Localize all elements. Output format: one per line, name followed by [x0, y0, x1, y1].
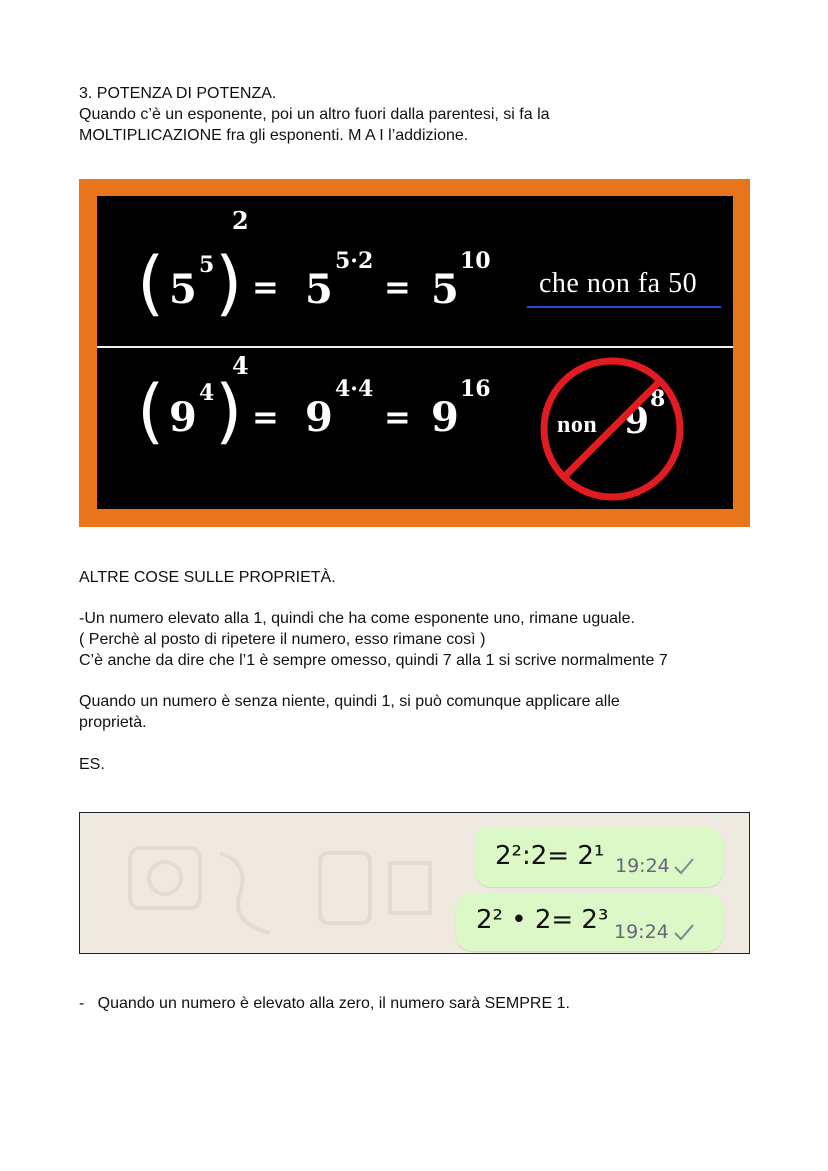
row2-mid-base: 9	[305, 394, 333, 441]
left-paren: (	[137, 370, 165, 452]
wallpaper-doodle-icon	[110, 833, 290, 943]
wrong-answer-text: non	[557, 412, 598, 438]
equals-sign: =	[252, 268, 279, 306]
row1-outer-exponent: 2	[232, 206, 249, 235]
wrong-answer-base: 9	[624, 400, 650, 442]
equals-sign: =	[384, 268, 411, 306]
board-divider	[97, 346, 733, 348]
section-title: 3. POTENZA DI POTENZA.	[79, 85, 277, 102]
row1-note: che non fa 50	[539, 268, 698, 299]
message-text: 2² • 2= 2³	[476, 905, 609, 935]
right-paren: )	[215, 370, 243, 452]
wallpaper-doodle-icon	[310, 843, 470, 943]
prohibition-icon	[537, 354, 687, 504]
message-text: 2²:2= 2¹	[495, 841, 605, 871]
paragraph-line: -Un numero elevato alla 1, quindi che ha come esponente uno, rimane uguale.	[79, 610, 635, 627]
row2-inner-exponent: 4	[199, 380, 215, 406]
paragraph-no-exponent	[79, 691, 620, 733]
paragraph-line: Quando un numero è senza niente, quindi 1, si può comunque applicare alle	[79, 693, 620, 710]
row1-mid-base: 5	[305, 266, 333, 313]
message-time: 19:24	[615, 855, 670, 877]
wrong-answer-exponent: 8	[650, 386, 666, 412]
left-paren: (	[137, 242, 165, 324]
paragraph-line: proprietà.	[79, 714, 147, 731]
message-time: 19:24	[614, 921, 669, 943]
row2-result-exponent: 16	[460, 376, 491, 402]
sent-check-icon	[673, 857, 695, 875]
blackboard	[97, 196, 733, 509]
chat-message[interactable]	[456, 893, 723, 951]
row1-base: 5	[169, 266, 197, 313]
section-title: ALTRE COSE SULLE PROPRIETÀ.	[79, 569, 336, 586]
row1-result-exponent: 10	[460, 248, 491, 274]
row1-mid-exponent: 5·2	[335, 248, 374, 274]
paragraph-line: C’è anche da dire che l’1 è sempre omesso, quindi 7 alla 1 si scrive normalmente 7	[79, 652, 668, 669]
row2-outer-exponent: 4	[232, 351, 249, 380]
blackboard-image	[79, 179, 750, 527]
row2-mid-exponent: 4·4	[335, 376, 374, 402]
rule-line-1: Quando c’è un esponente, poi un altro fuori dalla parentesi, si fa la	[79, 106, 550, 123]
row1-result-base: 5	[431, 266, 459, 313]
zero-exponent-note	[79, 993, 570, 1014]
sent-check-icon	[673, 923, 695, 941]
row1-inner-exponent: 5	[199, 252, 215, 278]
bullet-dash: -	[79, 995, 85, 1012]
chat-screenshot	[79, 812, 750, 954]
note-underline	[527, 306, 721, 308]
paragraph-line: ( Perchè al posto di ripetere il numero, esso rimane così )	[79, 631, 486, 648]
row2-base: 9	[169, 394, 197, 441]
chat-message[interactable]	[475, 827, 723, 887]
rule-line-2: MOLTIPLICAZIONE fra gli esponenti. M A I l’addizione.	[79, 127, 469, 144]
example-label: ES.	[79, 756, 105, 773]
equals-sign: =	[384, 398, 411, 436]
zero-exponent-text: Quando un numero è elevato alla zero, il numero sarà SEMPRE 1.	[97, 995, 570, 1012]
section-heading	[79, 83, 550, 146]
right-paren: )	[215, 242, 243, 324]
equals-sign: =	[252, 398, 279, 436]
row2-result-base: 9	[431, 394, 459, 441]
paragraph-exponent-one	[79, 608, 668, 671]
